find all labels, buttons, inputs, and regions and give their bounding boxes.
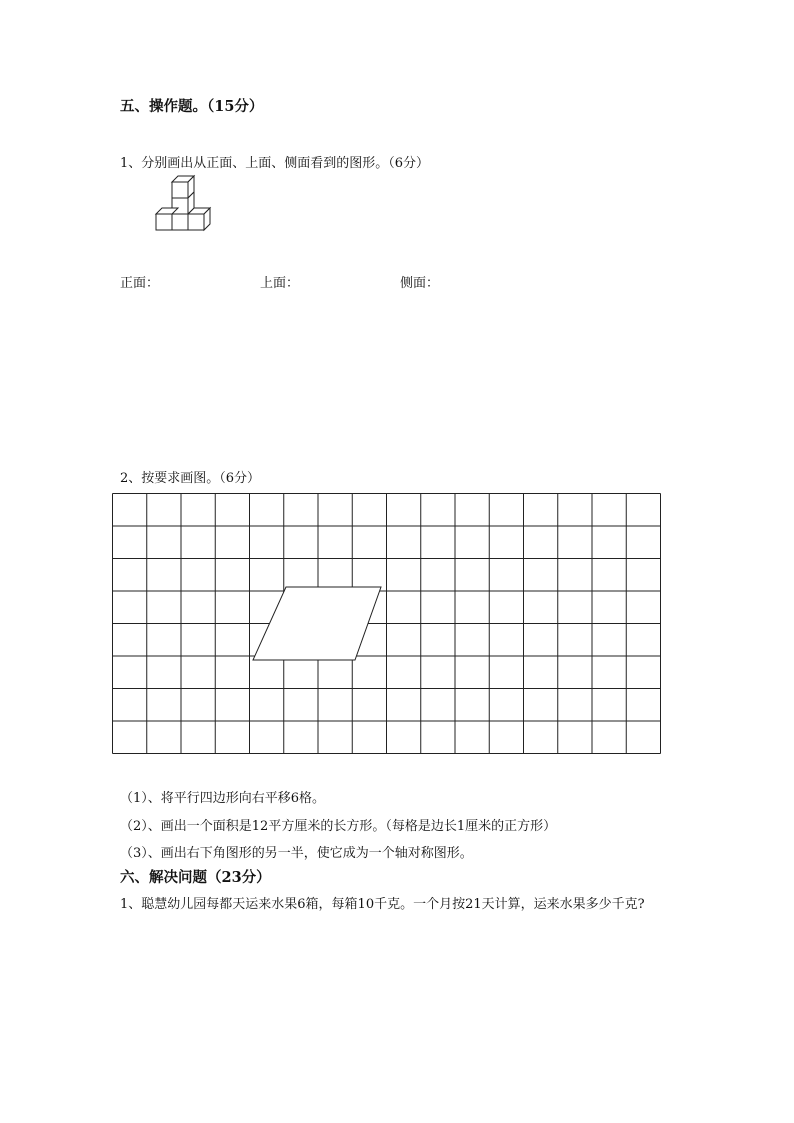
question-1-text: 1、分别画出从正面、上面、侧面看到的图形。（6分）: [120, 156, 430, 171]
question-2-text: 2、按要求画图。（6分）: [120, 471, 261, 486]
side-view-label: 侧面：: [400, 276, 440, 291]
top-view-label: 上面：: [260, 276, 300, 291]
task-2-text: （2）、画出一个面积是12平方厘米的长方形。（每格是边长1厘米的正方形）: [120, 819, 557, 834]
front-view-label: 正面：: [120, 276, 160, 291]
task-1-text: （1）、将平行四边形向右平移6格。: [120, 791, 326, 806]
square-grid: [112, 493, 661, 754]
section-5-title: 五、操作题。（15分）: [120, 98, 264, 115]
problem-1-text: 1、聪慧幼儿园每都天运来水果6箱，每箱10千克。一个月按21天计算，运来水果多少千克?: [120, 897, 645, 912]
grid-lines: [113, 494, 661, 754]
parallelogram-shape: [253, 587, 381, 660]
section-6-title: 六、解决问题（23分）: [120, 869, 271, 886]
cube-stack-figure: [154, 176, 214, 246]
task-3-text: （3）、画出右下角图形的另一半，使它成为一个轴对称图形。: [120, 846, 473, 861]
